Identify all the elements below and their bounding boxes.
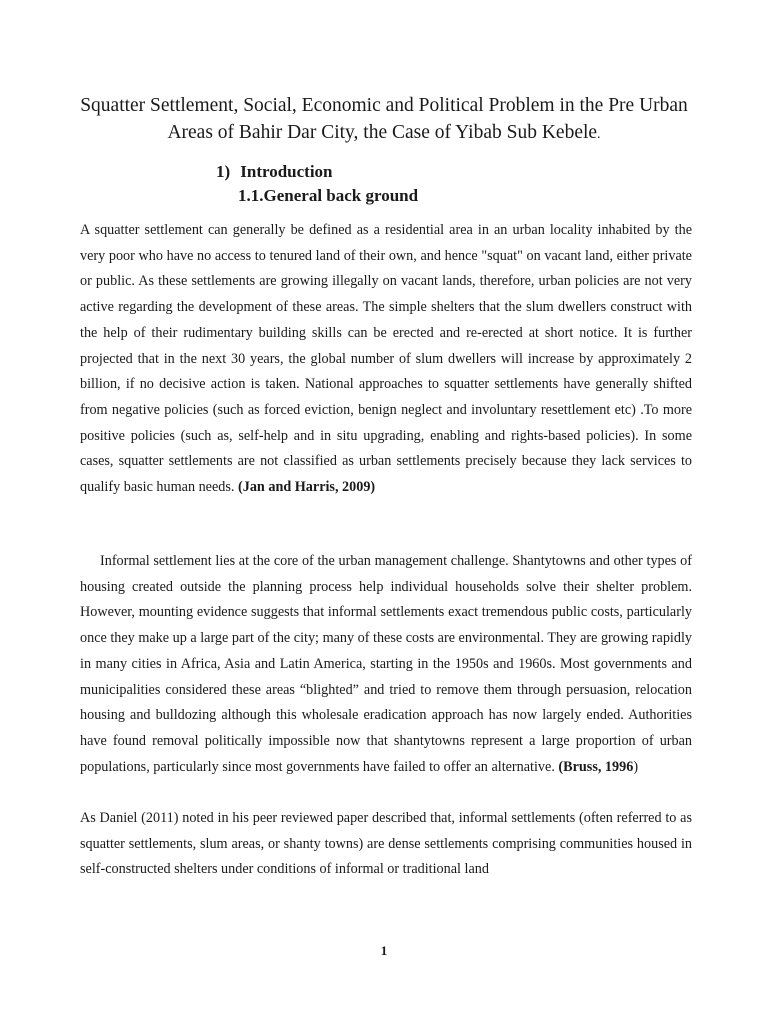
paragraph [80,218,692,501]
page-number: 1 [380,943,388,958]
paragraph [80,806,692,883]
document-title-period: . [597,127,601,142]
section-heading [216,160,333,184]
subsection-heading: 1.1.General back ground [238,186,419,205]
citation-suffix: ) [633,758,639,775]
paragraph-text: A squatter settlement can generally be defined as a residential area in an urban locality inhabited by the very poor who have no access to tenured land of their own, and hence "squat" on vacant land, either private or public. As these settlements are growing illegally on vacant lands, therefore, urban policies are not very active regarding the development of these areas. The simple shelters that the slum dwellers construct with the help of their rudimentary building skills can be erected and re-erected at short notice. It is further projected that in the next 30 years, the global number of slum dwellers will increase by approximately 2 billion, if no decisive action is taken. National approaches to squatter settlements have generally shifted from negative policies (such as forced eviction, benign neglect and involuntary resettlement etc) .To more positive policies (such as, self-help and in situ upgrading, enabling and rights-based policies). In some cases, squatter settlements are not classified as urban settlements precisely because they lack services to qualify basic human needs. [80,222,692,496]
document-title-text: Squatter Settlement, Social, Economic and Political Problem in the Pre Urban Areas of Bahir Dar City, the Case of Yibab Sub Kebele [80,95,688,143]
paragraph [80,549,692,780]
document-title [60,92,708,148]
section-number: 1) [216,162,231,181]
citation: (Jan and Harris, 2009) [238,479,376,496]
paragraph-text: As Daniel (2011) noted in his peer reviewed paper described that, informal settlements (often referred to as squatter settlements, slum areas, or shanty towns) are dense settlements comprising communities housed in self-constructed shelters under conditions of informal or traditional land [80,810,692,878]
citation: (Bruss, 1996 [558,758,634,775]
paragraph-text: Informal settlement lies at the core of the urban management challenge. Shantytowns and other types of housing created outside the planning process help individual households solve their shelter problem. However, mounting evidence suggests that informal settlements exact tremendous public costs, particularly once they make up a large part of the city; many of these costs are environmental. They are growing rapidly in many cities in Africa, Asia and Latin America, starting in the 1950s and 1960s. Most governments and municipalities considered these areas “blighted” and tried to remove them through persuasion, relocation housing and bulldozing although this wholesale eradication approach has now largely ended. Authorities have found removal politically impossible now that shantytowns represent a large proportion of urban populations, particularly since most governments have failed to offer an alternative. [80,553,692,775]
section-title: Introduction [240,162,333,181]
